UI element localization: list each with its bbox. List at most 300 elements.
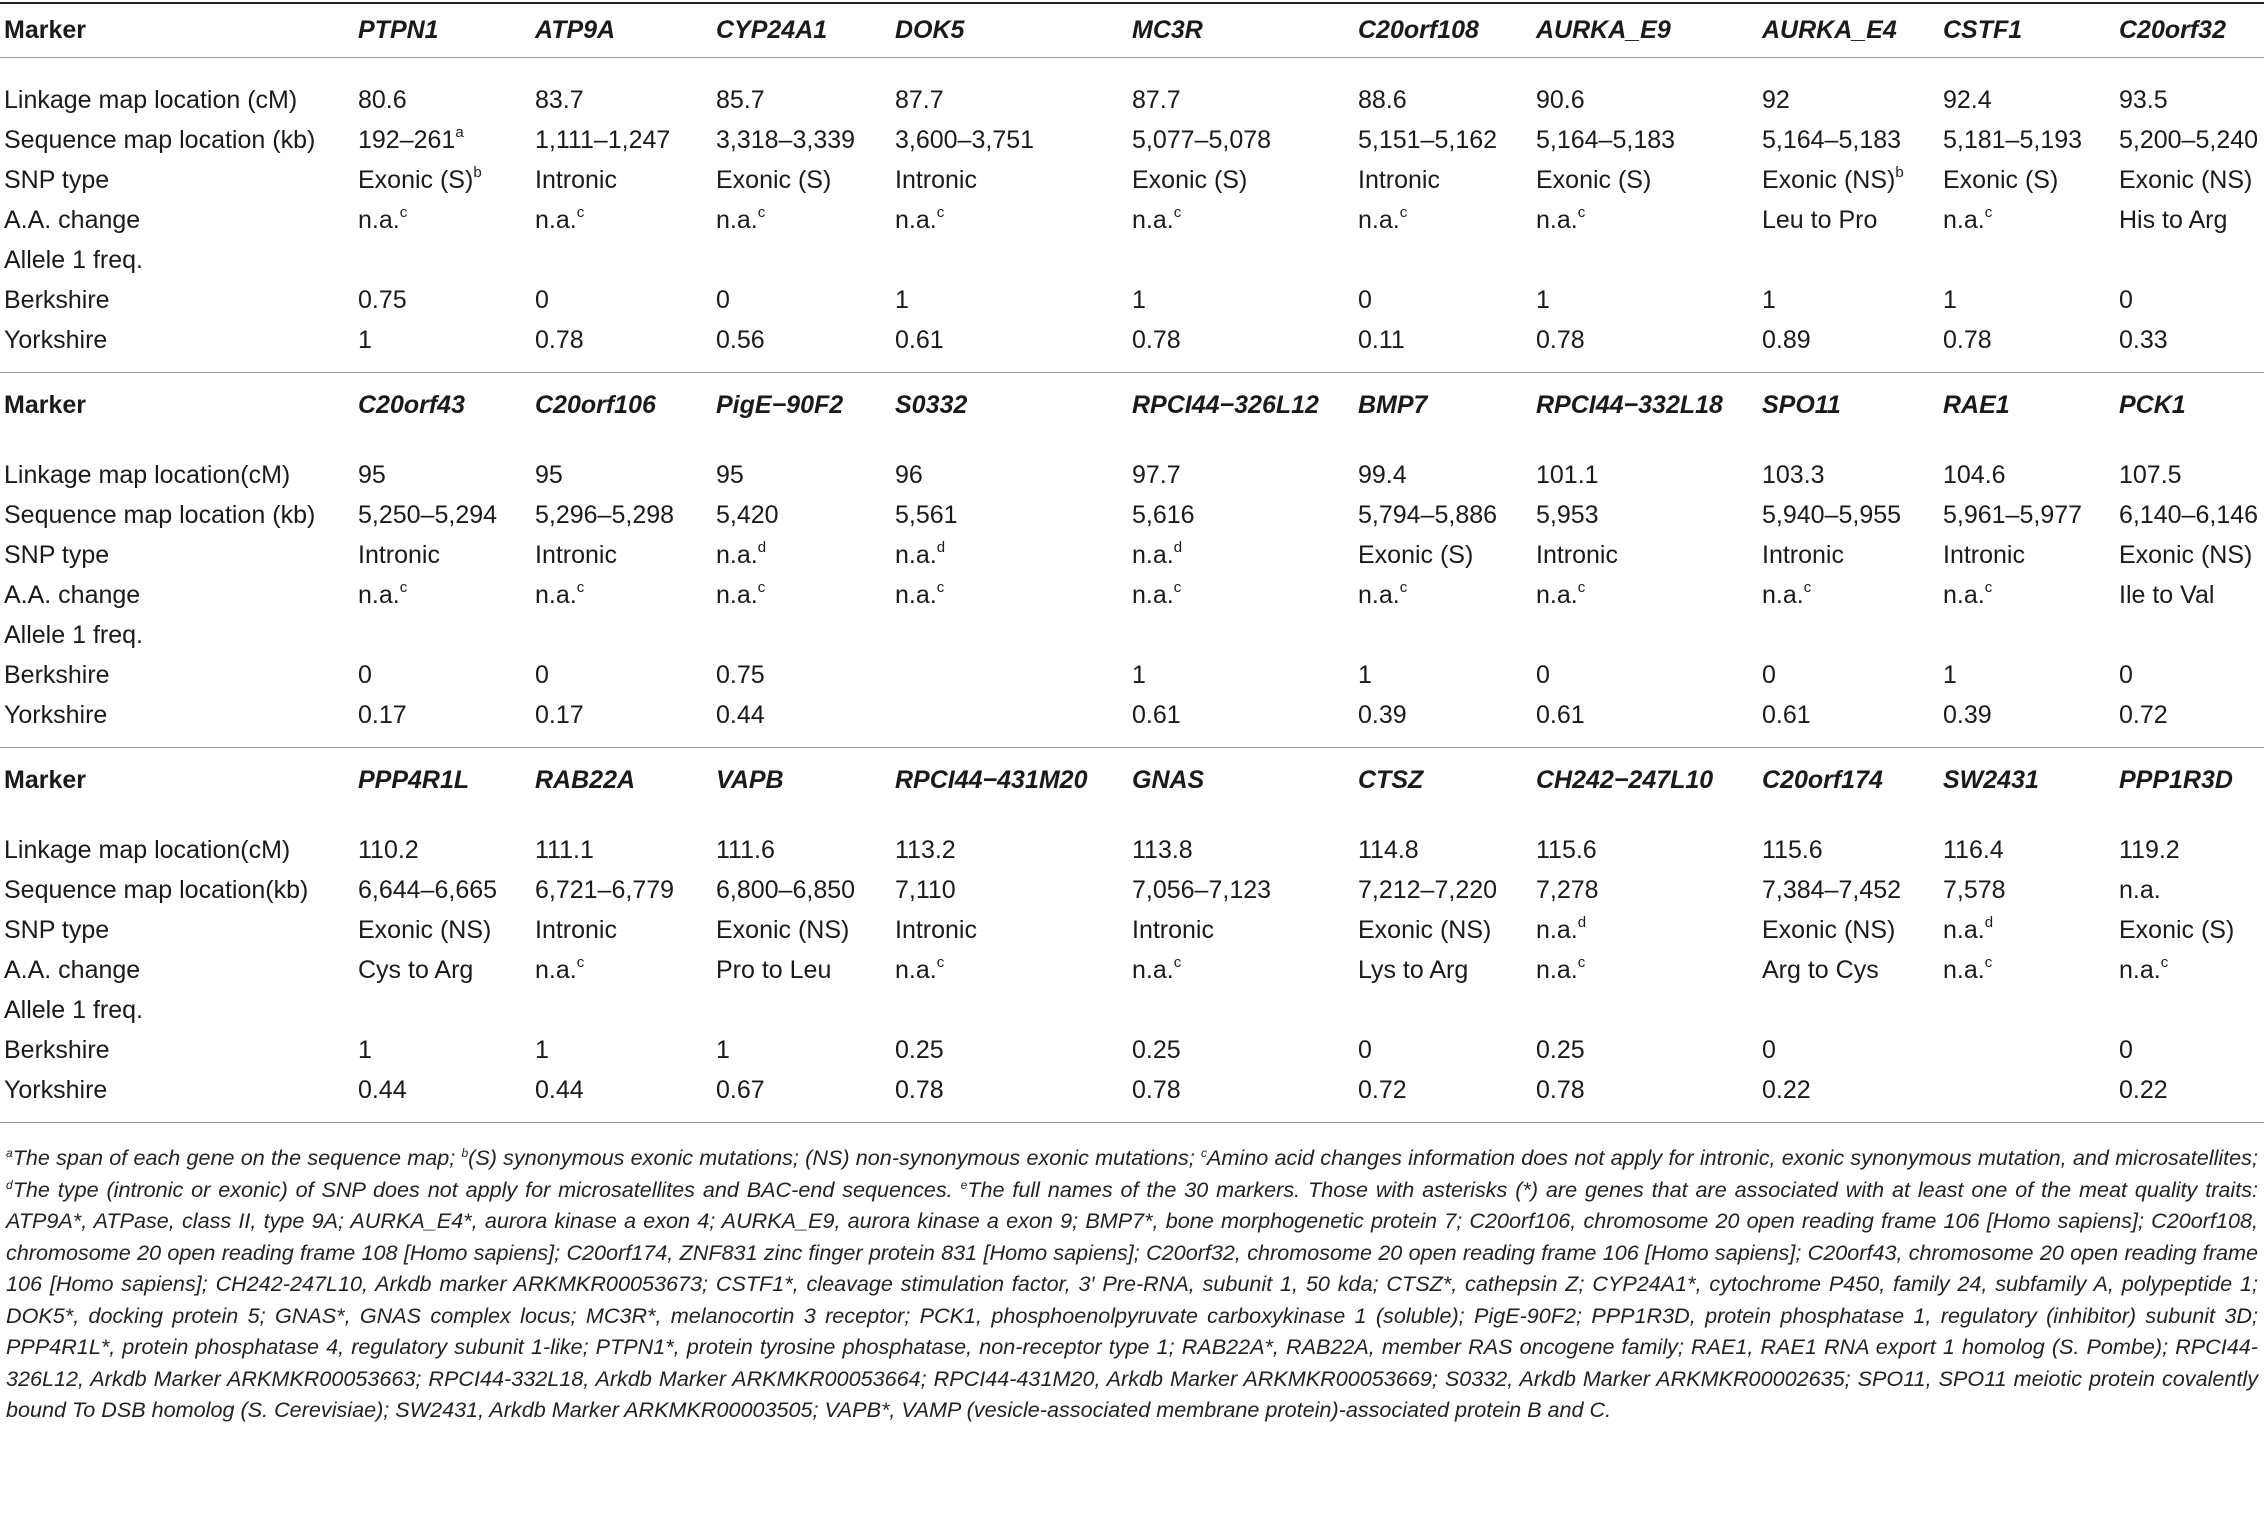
cell-value: 7,056–7,123 bbox=[1132, 876, 1272, 904]
table-cell bbox=[1132, 200, 1181, 240]
cell-value: 111.1 bbox=[535, 836, 594, 864]
cell-value: GNAS bbox=[1132, 766, 1205, 794]
cell-value: 1 bbox=[1358, 661, 1372, 689]
cell-value: 88.6 bbox=[1358, 86, 1407, 114]
table-rule bbox=[0, 747, 2264, 748]
cell-value: 0.44 bbox=[358, 1076, 407, 1104]
cell-value: 0.17 bbox=[535, 701, 584, 729]
table-cell bbox=[1536, 80, 1585, 120]
footnote-b: (S) synonymous exonic mutations; (NS) non-synonymous exonic mutations; bbox=[468, 1145, 1201, 1170]
table-cell bbox=[2119, 950, 2168, 990]
table-cell bbox=[1132, 655, 1146, 695]
marker-name bbox=[358, 385, 465, 425]
cell-value: Exonic (NS) bbox=[1762, 166, 1896, 194]
cell-value: SW2431 bbox=[1943, 766, 2039, 794]
cell-value: n.a. bbox=[1358, 206, 1400, 234]
cell-value: 115.6 bbox=[1762, 836, 1823, 864]
table-cell bbox=[1943, 455, 2006, 495]
table-cell bbox=[2119, 695, 2168, 735]
marker-name bbox=[358, 10, 439, 50]
table-row bbox=[0, 10, 2264, 50]
table-cell bbox=[358, 1030, 372, 1070]
table-cell bbox=[1358, 1070, 1407, 1110]
cell-value: Exonic (NS) bbox=[2119, 541, 2253, 569]
cell-value: PTPN1 bbox=[358, 16, 439, 44]
table-cell bbox=[2119, 655, 2133, 695]
table-cell bbox=[1358, 1030, 1372, 1070]
table-cell bbox=[895, 320, 944, 360]
table-cell bbox=[2119, 1070, 2168, 1110]
cell-value: 110.2 bbox=[358, 836, 419, 864]
table-cell bbox=[1358, 695, 1407, 735]
row-label: Yorkshire bbox=[4, 701, 108, 729]
cell-value: n.a. bbox=[1132, 581, 1174, 609]
cell-value: Intronic bbox=[1536, 541, 1618, 569]
cell-value: 0 bbox=[1762, 1036, 1776, 1064]
table-cell bbox=[716, 455, 744, 495]
cell-value: 0.89 bbox=[1762, 326, 1811, 354]
table-cell bbox=[358, 495, 497, 535]
table-cell bbox=[2119, 830, 2180, 870]
table-cell bbox=[2119, 870, 2161, 910]
cell-value: 0.61 bbox=[895, 326, 944, 354]
cell-value: His to Arg bbox=[2119, 206, 2228, 234]
table-cell bbox=[1536, 1070, 1585, 1110]
footnote-marker: b bbox=[1895, 163, 1904, 181]
cell-value: 96 bbox=[895, 461, 923, 489]
row-label: Marker bbox=[4, 16, 86, 44]
table-rule bbox=[0, 2, 2264, 4]
table-cell bbox=[358, 535, 440, 575]
table-cell bbox=[1943, 830, 2004, 870]
cell-value: 7,578 bbox=[1943, 876, 2006, 904]
footnote-c: Amino acid changes information does not apply for intronic, exonic synonymous mutation, and microsatellites; bbox=[1207, 1145, 2258, 1170]
marker-name bbox=[1943, 385, 2010, 425]
cell-value: Exonic (S) bbox=[716, 166, 832, 194]
cell-value: 0 bbox=[535, 661, 549, 689]
table-cell bbox=[2119, 200, 2227, 240]
footnote-marker: c bbox=[1173, 953, 1182, 971]
cell-value: Exonic (S) bbox=[1943, 166, 2059, 194]
cell-value: 5,181–5,193 bbox=[1943, 126, 2083, 154]
table-cell bbox=[1536, 830, 1597, 870]
cell-value: n.a. bbox=[1132, 206, 1174, 234]
marker-name bbox=[1943, 10, 2022, 50]
table-cell bbox=[716, 870, 855, 910]
cell-value: 5,953 bbox=[1536, 501, 1599, 529]
table-cell bbox=[2119, 1030, 2133, 1070]
table-row bbox=[0, 160, 2264, 200]
table-row bbox=[0, 385, 2264, 425]
table-cell bbox=[358, 655, 372, 695]
cell-value: RPCI44−431M20 bbox=[895, 766, 1088, 794]
cell-value: 6,140–6,146 bbox=[2119, 501, 2259, 529]
cell-value: 7,278 bbox=[1536, 876, 1599, 904]
cell-value: 0 bbox=[1358, 286, 1372, 314]
footnote-marker: c bbox=[1173, 578, 1182, 596]
footnote-marker: d bbox=[1577, 913, 1587, 931]
footnote-marker: d bbox=[1173, 538, 1183, 556]
table-cell bbox=[358, 870, 497, 910]
table-cell bbox=[1132, 695, 1181, 735]
cell-value: 3,600–3,751 bbox=[895, 126, 1035, 154]
table-cell bbox=[895, 120, 1034, 160]
table-row bbox=[0, 535, 2264, 575]
table-cell bbox=[358, 575, 407, 615]
cell-value: 0.78 bbox=[1132, 326, 1181, 354]
table-row bbox=[0, 200, 2264, 240]
footnote-marker: c bbox=[576, 953, 585, 971]
cell-value: 111.6 bbox=[716, 836, 775, 864]
footnote-marker: c bbox=[1577, 953, 1586, 971]
table-cell bbox=[1132, 950, 1181, 990]
marker-name bbox=[1943, 760, 2039, 800]
cell-value: n.a. bbox=[1943, 956, 1985, 984]
cell-value: PPP1R3D bbox=[2119, 766, 2233, 794]
cell-value: Exonic (S) bbox=[1536, 166, 1652, 194]
cell-value: Intronic bbox=[1943, 541, 2025, 569]
table-cell bbox=[895, 910, 977, 950]
row-label: A.A. change bbox=[4, 956, 141, 984]
cell-value: 0.25 bbox=[895, 1036, 944, 1064]
footnote-marker: c bbox=[757, 203, 766, 221]
table-cell bbox=[2119, 80, 2168, 120]
cell-value: 87.7 bbox=[895, 86, 944, 114]
table-cell bbox=[716, 160, 831, 200]
cell-value: 0.44 bbox=[535, 1076, 584, 1104]
table-cell bbox=[1536, 535, 1618, 575]
table-cell bbox=[1358, 80, 1407, 120]
table-cell bbox=[1536, 200, 1585, 240]
table-cell bbox=[535, 830, 594, 870]
row-label: Berkshire bbox=[4, 661, 110, 689]
table-cell bbox=[895, 495, 958, 535]
footnote-marker: c bbox=[757, 578, 766, 596]
footnote-d-marker: d bbox=[6, 1177, 13, 1192]
cell-value: 0.39 bbox=[1358, 701, 1407, 729]
cell-value: 5,077–5,078 bbox=[1132, 126, 1272, 154]
cell-value: 5,151–5,162 bbox=[1358, 126, 1498, 154]
footnote-marker: c bbox=[936, 203, 945, 221]
table-row bbox=[0, 240, 2264, 280]
table-cell bbox=[1132, 455, 1181, 495]
table-cell bbox=[1132, 120, 1271, 160]
table-cell bbox=[716, 495, 779, 535]
footnote-marker: c bbox=[399, 203, 408, 221]
footnote-b-marker: b bbox=[461, 1145, 469, 1160]
cell-value: 103.3 bbox=[1762, 461, 1825, 489]
cell-value: C20orf106 bbox=[535, 391, 656, 419]
cell-value: Exonic (S) bbox=[2119, 916, 2235, 944]
cell-value: n.a. bbox=[716, 206, 758, 234]
table-rule bbox=[0, 1122, 2264, 1123]
table-cell bbox=[535, 1070, 584, 1110]
cell-value: Intronic bbox=[535, 916, 617, 944]
row-label: Berkshire bbox=[4, 286, 110, 314]
cell-value: 90.6 bbox=[1536, 86, 1585, 114]
cell-value: 1 bbox=[358, 326, 372, 354]
table-cell bbox=[1762, 495, 1901, 535]
footnote-marker: b bbox=[473, 163, 482, 181]
cell-value: 1 bbox=[1943, 286, 1957, 314]
cell-value: 0.39 bbox=[1943, 701, 1992, 729]
table-row bbox=[0, 990, 2264, 1030]
table-cell bbox=[1132, 280, 1146, 320]
cell-value: 1 bbox=[1536, 286, 1550, 314]
cell-value: Cys to Arg bbox=[358, 956, 474, 984]
cell-value: 87.7 bbox=[1132, 86, 1181, 114]
table-cell bbox=[535, 535, 617, 575]
table-cell bbox=[1536, 320, 1585, 360]
cell-value: 0.75 bbox=[716, 661, 765, 689]
footnote-marker: c bbox=[1984, 953, 1993, 971]
cell-value: 0.78 bbox=[1536, 326, 1585, 354]
footnote-e-marker: e bbox=[960, 1177, 968, 1192]
cell-value: 0 bbox=[1762, 661, 1776, 689]
marker-name bbox=[1358, 760, 1423, 800]
cell-value: RPCI44−332L18 bbox=[1536, 391, 1723, 419]
table-cell bbox=[1943, 695, 1992, 735]
cell-value: 1 bbox=[1132, 661, 1146, 689]
row-label: Berkshire bbox=[4, 1036, 110, 1064]
cell-value: 5,296–5,298 bbox=[535, 501, 675, 529]
table-cell bbox=[1132, 80, 1181, 120]
cell-value: 107.5 bbox=[2119, 461, 2182, 489]
table-cell bbox=[1536, 1030, 1585, 1070]
cell-value: 0.22 bbox=[1762, 1076, 1811, 1104]
table-cell bbox=[358, 950, 473, 990]
cell-value: 1 bbox=[535, 1036, 549, 1064]
cell-value: 5,940–5,955 bbox=[1762, 501, 1902, 529]
table-cell bbox=[1132, 910, 1214, 950]
cell-value: 5,250–5,294 bbox=[358, 501, 498, 529]
cell-value: PCK1 bbox=[2119, 391, 2186, 419]
table-cell bbox=[1358, 655, 1372, 695]
table-cell bbox=[1358, 320, 1405, 360]
table-cell bbox=[895, 535, 945, 575]
table-cell bbox=[1943, 950, 1992, 990]
marker-name bbox=[1536, 385, 1723, 425]
table-cell bbox=[535, 120, 670, 160]
table-cell bbox=[2119, 160, 2252, 200]
table-cell bbox=[1536, 950, 1585, 990]
table-cell bbox=[535, 280, 549, 320]
marker-name bbox=[1536, 10, 1671, 50]
cell-value: Lys to Arg bbox=[1358, 956, 1469, 984]
marker-name bbox=[716, 760, 784, 800]
cell-value: Exonic (NS) bbox=[716, 916, 850, 944]
marker-name bbox=[1132, 760, 1204, 800]
cell-value: CYP24A1 bbox=[716, 16, 828, 44]
cell-value: VAPB bbox=[716, 766, 784, 794]
table-row bbox=[0, 120, 2264, 160]
cell-value: RAE1 bbox=[1943, 391, 2010, 419]
row-label: Linkage map location(cM) bbox=[4, 836, 291, 864]
table-cell bbox=[1358, 495, 1497, 535]
cell-value: n.a. bbox=[2119, 876, 2161, 904]
cell-value: 93.5 bbox=[2119, 86, 2168, 114]
row-label: Yorkshire bbox=[4, 326, 108, 354]
table-cell bbox=[1762, 280, 1776, 320]
table-cell bbox=[1132, 160, 1247, 200]
table-cell bbox=[1536, 910, 1586, 950]
cell-value: n.a. bbox=[1762, 581, 1804, 609]
table-cell bbox=[895, 160, 977, 200]
cell-value: n.a. bbox=[1536, 581, 1578, 609]
table-cell bbox=[1536, 280, 1550, 320]
cell-value: 113.2 bbox=[895, 836, 956, 864]
table-cell bbox=[1943, 160, 2058, 200]
table-cell bbox=[895, 200, 944, 240]
cell-value: 0 bbox=[358, 661, 372, 689]
table-cell bbox=[1358, 535, 1473, 575]
marker-name bbox=[895, 760, 1087, 800]
marker-name bbox=[1762, 10, 1897, 50]
footnote-marker: c bbox=[1399, 203, 1408, 221]
cell-value: n.a. bbox=[1536, 956, 1578, 984]
cell-value: Arg to Cys bbox=[1762, 956, 1879, 984]
table-cell bbox=[1536, 455, 1599, 495]
table-cell bbox=[716, 280, 730, 320]
footnote-d: The type (intronic or exonic) of SNP does not apply for microsatellites and BAC-end sequences. bbox=[12, 1176, 961, 1202]
marker-name bbox=[535, 10, 615, 50]
table-row bbox=[0, 655, 2264, 695]
table-cell bbox=[1762, 80, 1790, 120]
cell-value: 0.78 bbox=[895, 1076, 944, 1104]
table-rule bbox=[0, 372, 2264, 373]
cell-value: 115.6 bbox=[1536, 836, 1597, 864]
table-cell bbox=[358, 320, 372, 360]
table-cell bbox=[358, 280, 407, 320]
footnote-a: The span of each gene on the sequence map; bbox=[12, 1145, 462, 1170]
table-footnote bbox=[6, 1142, 2258, 1426]
row-label: Allele 1 freq. bbox=[4, 246, 143, 274]
cell-value: RAB22A bbox=[535, 766, 636, 794]
cell-value: Pro to Leu bbox=[716, 956, 832, 984]
cell-value: Exonic (NS) bbox=[1762, 916, 1896, 944]
cell-value: n.a. bbox=[535, 581, 577, 609]
table-cell bbox=[1536, 160, 1651, 200]
cell-value: C20orf108 bbox=[1358, 16, 1479, 44]
row-label: Allele 1 freq. bbox=[4, 996, 143, 1024]
cell-value: SPO11 bbox=[1762, 391, 1841, 419]
table-row bbox=[0, 830, 2264, 870]
cell-value: 5,164–5,183 bbox=[1536, 126, 1676, 154]
table-cell bbox=[535, 655, 549, 695]
row-label: SNP type bbox=[4, 541, 110, 569]
cell-value: 7,384–7,452 bbox=[1762, 876, 1902, 904]
cell-value: 113.8 bbox=[1132, 836, 1193, 864]
cell-value: 0 bbox=[2119, 661, 2133, 689]
footnote-marker: d bbox=[757, 538, 767, 556]
cell-value: 0.61 bbox=[1132, 701, 1181, 729]
cell-value: 99.4 bbox=[1358, 461, 1407, 489]
table-cell bbox=[1358, 950, 1468, 990]
cell-value: n.a. bbox=[716, 581, 758, 609]
cell-value: C20orf43 bbox=[358, 391, 465, 419]
table-cell bbox=[1762, 695, 1811, 735]
marker-name bbox=[535, 760, 635, 800]
cell-value: 0.25 bbox=[1132, 1036, 1181, 1064]
table-row bbox=[0, 1030, 2264, 1070]
marker-name bbox=[1762, 760, 1883, 800]
table-cell bbox=[358, 200, 407, 240]
cell-value: n.a. bbox=[1358, 581, 1400, 609]
cell-value: 83.7 bbox=[535, 86, 584, 114]
cell-value: Exonic (S) bbox=[1132, 166, 1248, 194]
cell-value: 6,644–6,665 bbox=[358, 876, 498, 904]
cell-value: Exonic (S) bbox=[358, 166, 474, 194]
table-cell bbox=[716, 830, 775, 870]
cell-value: 1 bbox=[1943, 661, 1957, 689]
cell-value: 97.7 bbox=[1132, 461, 1181, 489]
footnote-marker: c bbox=[936, 578, 945, 596]
cell-value: 5,164–5,183 bbox=[1762, 126, 1902, 154]
cell-value: Leu to Pro bbox=[1762, 206, 1878, 234]
footnote-marker: c bbox=[1173, 203, 1182, 221]
cell-value: CSTF1 bbox=[1943, 16, 2023, 44]
cell-value: 0.11 bbox=[1358, 326, 1405, 354]
table-cell bbox=[1536, 575, 1585, 615]
cell-value: PPP4R1L bbox=[358, 766, 470, 794]
table-cell bbox=[895, 1030, 944, 1070]
cell-value: 1,111–1,247 bbox=[535, 126, 671, 154]
cell-value: Intronic bbox=[895, 166, 977, 194]
cell-value: 104.6 bbox=[1943, 461, 2006, 489]
cell-value: Intronic bbox=[1762, 541, 1844, 569]
table-cell bbox=[1536, 695, 1585, 735]
cell-value: 0 bbox=[716, 286, 730, 314]
cell-value: 6,800–6,850 bbox=[716, 876, 856, 904]
cell-value: 0.72 bbox=[2119, 701, 2168, 729]
table-cell bbox=[535, 80, 584, 120]
footnote-c-marker: c bbox=[1201, 1145, 1207, 1160]
cell-value: 0.33 bbox=[2119, 326, 2168, 354]
table-cell bbox=[716, 950, 831, 990]
cell-value: n.a. bbox=[1943, 206, 1985, 234]
table-cell bbox=[1132, 830, 1193, 870]
table-row bbox=[0, 760, 2264, 800]
cell-value: n.a. bbox=[1132, 956, 1174, 984]
table-cell bbox=[1762, 455, 1825, 495]
cell-value: 5,200–5,240 bbox=[2119, 126, 2259, 154]
table-cell bbox=[1943, 495, 2082, 535]
marker-name bbox=[535, 385, 656, 425]
footnote-marker: d bbox=[936, 538, 946, 556]
cell-value: AURKA_E9 bbox=[1536, 16, 1671, 44]
cell-value: 101.1 bbox=[1536, 461, 1599, 489]
table-cell bbox=[1536, 120, 1675, 160]
table-cell bbox=[716, 910, 849, 950]
cell-value: 0.44 bbox=[716, 701, 765, 729]
table-cell bbox=[1943, 320, 1992, 360]
table-cell bbox=[1762, 120, 1901, 160]
marker-name bbox=[716, 10, 827, 50]
table-cell bbox=[535, 695, 584, 735]
cell-value: 0.78 bbox=[1536, 1076, 1585, 1104]
cell-value: n.a. bbox=[716, 541, 758, 569]
cell-value: 92 bbox=[1762, 86, 1790, 114]
marker-name bbox=[1132, 10, 1203, 50]
table-cell bbox=[1132, 1070, 1181, 1110]
cell-value: MC3R bbox=[1132, 16, 1203, 44]
footnote-a-marker: a bbox=[6, 1145, 13, 1160]
table-cell bbox=[2119, 280, 2133, 320]
table-cell bbox=[2119, 910, 2234, 950]
cell-value: Intronic bbox=[1132, 916, 1214, 944]
cell-value: 0.22 bbox=[2119, 1076, 2168, 1104]
table-row bbox=[0, 495, 2264, 535]
